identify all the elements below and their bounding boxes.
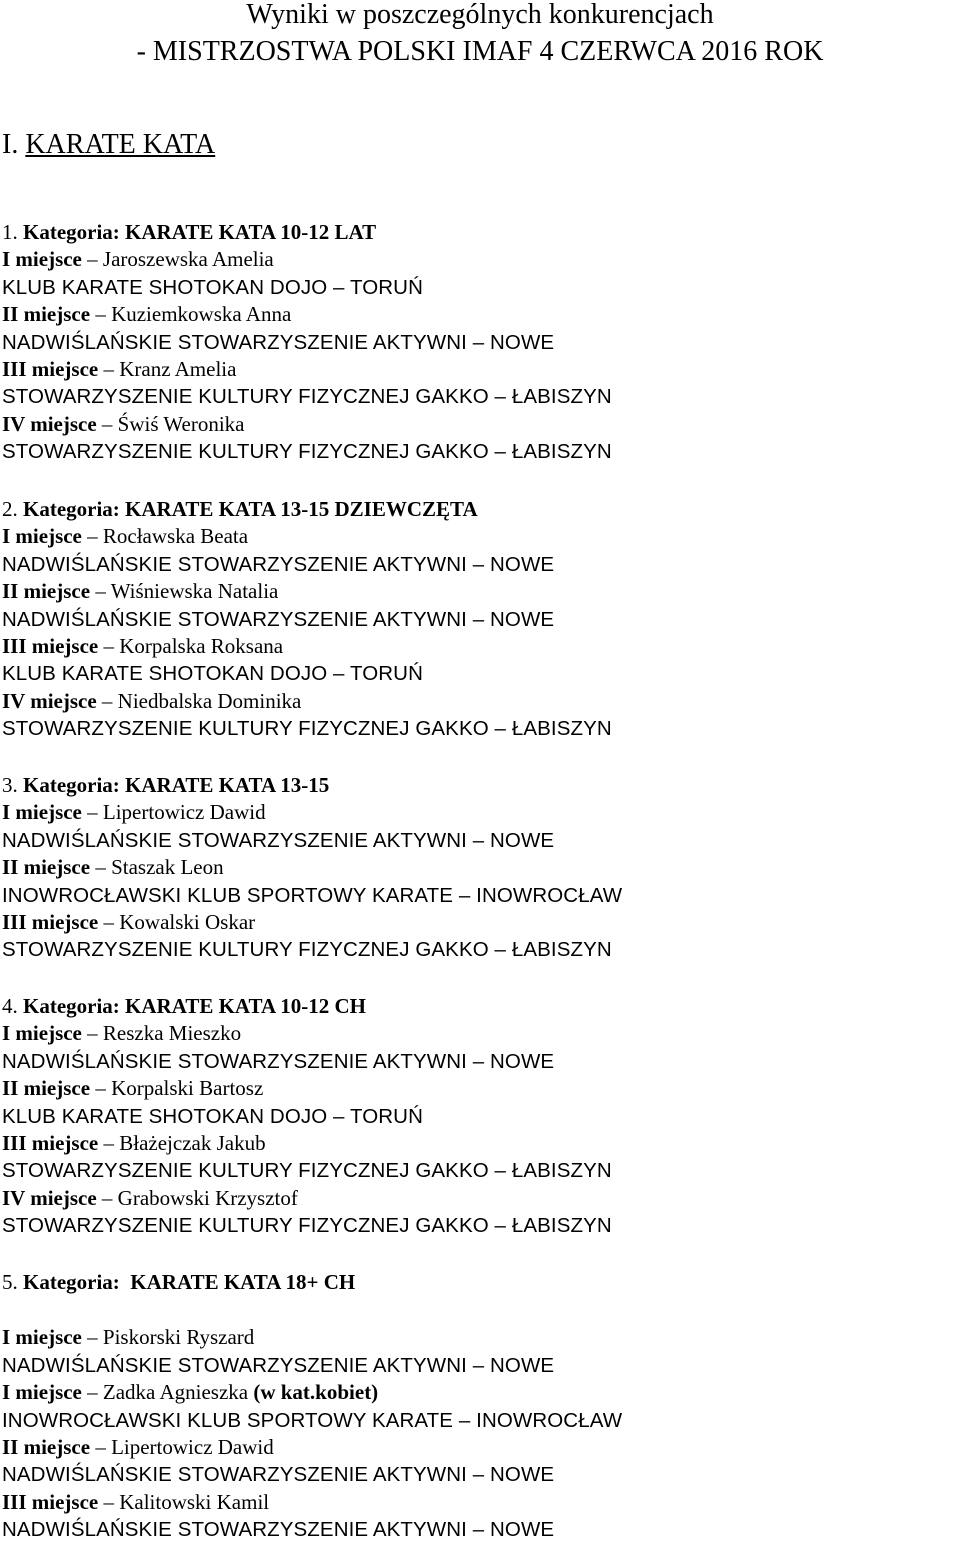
category-title: 1. Kategoria: KARATE KATA 10-12 LAT — [2, 220, 377, 244]
club-name: STOWARZYSZENIE KULTURY FIZYCZNEJ GAKKO – ŁABISZYN — [2, 1214, 612, 1238]
category-block-2 — [2, 496, 612, 743]
club-name: NADWIŚLAŃSKIE STOWARZYSZENIE AKTYWNI – NOWE — [2, 1518, 555, 1542]
category-title: 5. Kategoria: KARATE KATA 18+ CH — [2, 1270, 356, 1294]
club-name: STOWARZYSZENIE KULTURY FIZYCZNEJ GAKKO – ŁABISZYN — [2, 385, 612, 409]
result-entry: II miejsce – Wiśniewska Natalia — [2, 579, 279, 604]
result-entry: I miejsce – Lipertowicz Dawid — [2, 800, 266, 825]
result-entry: II miejsce – Lipertowicz Dawid — [2, 1434, 274, 1459]
category-title: 2. Kategoria: KARATE KATA 13-15 DZIEWCZĘTA — [2, 497, 478, 521]
result-entry: I miejsce – Reszka Mieszko — [2, 1021, 242, 1046]
category-title: 4. Kategoria: KARATE KATA 10-12 CH — [2, 994, 366, 1018]
club-name: NADWIŚLAŃSKIE STOWARZYSZENIE AKTYWNI – NOWE — [2, 1049, 555, 1073]
result-entry: III miejsce – Kalitowski Kamil — [2, 1489, 270, 1514]
document-title-line-2: - MISTRZOSTWA POLSKI IMAF 4 CZERWCA 2016 ROK — [136, 36, 824, 67]
document-title-line-1: Wyniki w poszczególnych konkurencjach — [246, 0, 714, 30]
category-block-1 — [2, 219, 612, 466]
result-note: (w kat.kobiet) — [253, 1380, 379, 1405]
club-name: KLUB KARATE SHOTOKAN DOJO – TORUŃ — [2, 1104, 423, 1128]
club-name: KLUB KARATE SHOTOKAN DOJO – TORUŃ — [2, 662, 423, 686]
result-entry: II miejsce – Staszak Leon — [2, 855, 224, 880]
club-name: NADWIŚLAŃSKIE STOWARZYSZENIE AKTYWNI – NOWE — [2, 552, 555, 576]
result-entry: IV miejsce – Niedbalska Dominika — [2, 688, 302, 713]
result-entry: IV miejsce – Świś Weronika — [2, 411, 245, 436]
club-name: INOWROCŁAWSKI KLUB SPORTOWY KARATE – INOWROCŁAW — [2, 883, 623, 907]
club-name: NADWIŚLAŃSKIE STOWARZYSZENIE AKTYWNI – NOWE — [2, 607, 555, 631]
club-name: STOWARZYSZENIE KULTURY FIZYCZNEJ GAKKO – ŁABISZYN — [2, 717, 612, 741]
spacer — [2, 1296, 622, 1324]
result-entry: III miejsce – Błażejczak Jakub — [2, 1130, 266, 1155]
result-entry: III miejsce – Kowalski Oskar — [2, 909, 256, 934]
category-block-4 — [2, 993, 612, 1240]
club-name: STOWARZYSZENIE KULTURY FIZYCZNEJ GAKKO – ŁABISZYN — [2, 938, 612, 962]
club-name: STOWARZYSZENIE KULTURY FIZYCZNEJ GAKKO – ŁABISZYN — [2, 1159, 612, 1183]
section-name: KARATE KATA — [25, 129, 216, 160]
category-block-3 — [2, 772, 622, 964]
result-entry: IV miejsce – Grabowski Krzysztof — [2, 1185, 298, 1210]
category-block-5 — [2, 1269, 622, 1544]
result-entry: I miejsce – Jaroszewska Amelia — [2, 247, 274, 272]
result-entry: III miejsce – Korpalska Roksana — [2, 633, 284, 658]
result-entry: II miejsce – Korpalski Bartosz — [2, 1076, 264, 1101]
result-entry: I miejsce – Piskorski Ryszard — [2, 1325, 255, 1350]
club-name: STOWARZYSZENIE KULTURY FIZYCZNEJ GAKKO – ŁABISZYN — [2, 440, 612, 464]
club-name: NADWIŚLAŃSKIE STOWARZYSZENIE AKTYWNI – NOWE — [2, 330, 555, 354]
club-name: NADWIŚLAŃSKIE STOWARZYSZENIE AKTYWNI – NOWE — [2, 1463, 555, 1487]
result-entry: I miejsce – Zadka Agnieszka (w kat.kobiet) — [2, 1380, 379, 1405]
category-title: 3. Kategoria: KARATE KATA 13-15 — [2, 773, 330, 797]
result-entry: III miejsce – Kranz Amelia — [2, 356, 237, 381]
result-entry: II miejsce – Kuziemkowska Anna — [2, 302, 292, 327]
club-name: NADWIŚLAŃSKIE STOWARZYSZENIE AKTYWNI – NOWE — [2, 1353, 555, 1377]
club-name: INOWROCŁAWSKI KLUB SPORTOWY KARATE – INOWROCŁAW — [2, 1408, 623, 1432]
section-heading — [2, 127, 215, 163]
club-name: KLUB KARATE SHOTOKAN DOJO – TORUŃ — [2, 275, 423, 299]
result-entry: I miejsce – Rocławska Beata — [2, 524, 249, 549]
club-name: NADWIŚLAŃSKIE STOWARZYSZENIE AKTYWNI – NOWE — [2, 828, 555, 852]
section-number: I. — [2, 129, 19, 160]
